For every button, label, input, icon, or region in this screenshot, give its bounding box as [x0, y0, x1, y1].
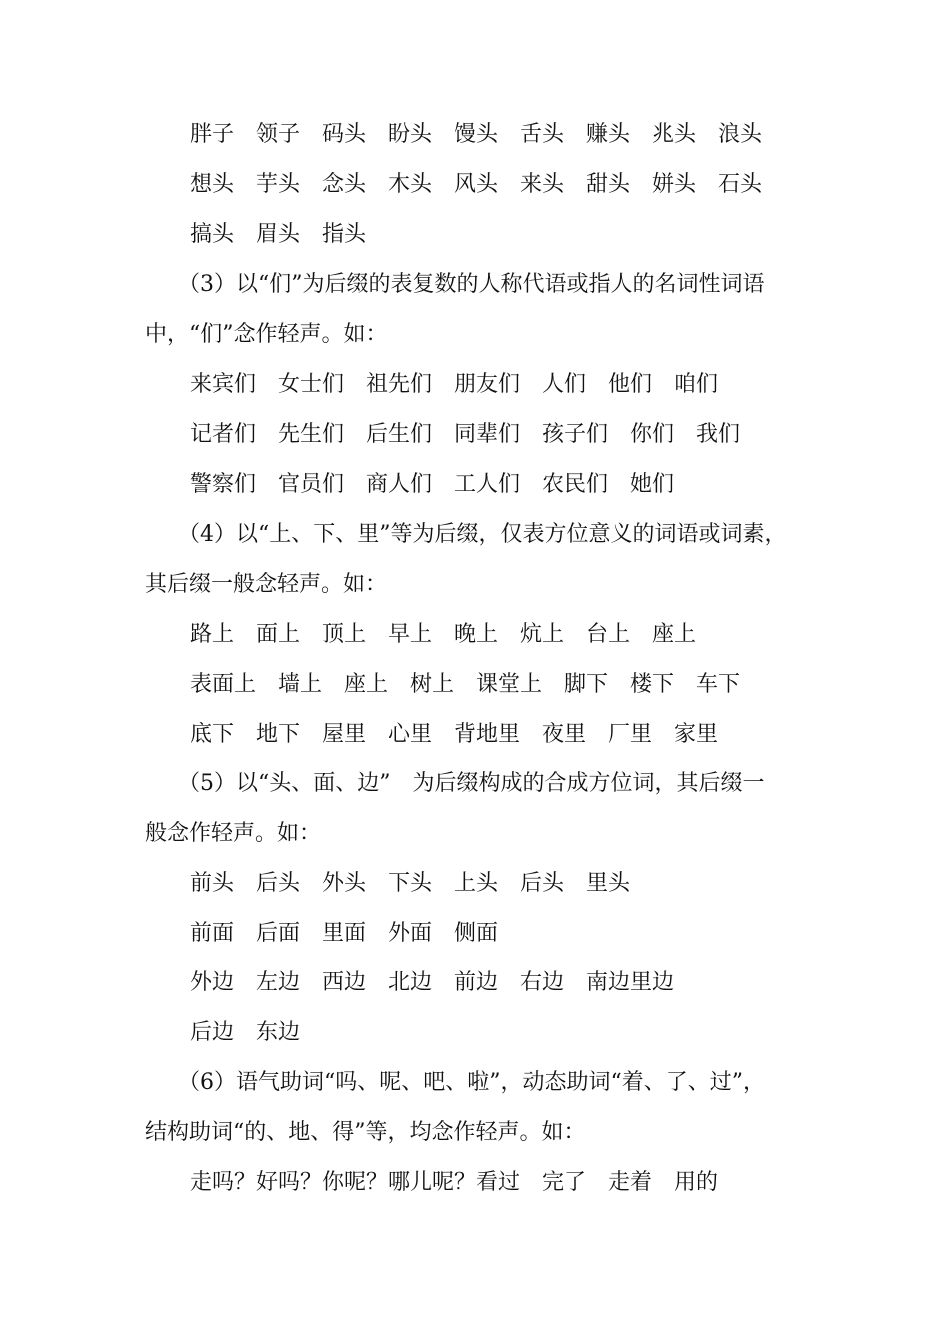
rule-3-line-2: 中，“们”念作轻声。如： [145, 322, 388, 347]
word-list-line-11: 前面 后面 里面 外面 侧面 [190, 921, 499, 946]
rule-4-line-1: （4）以“上、下、里”等为后缀，仅表方位意义的词语或词素， [178, 522, 787, 547]
rule-4-line-2: 其后缀一般念轻声。如： [145, 572, 388, 597]
word-list-line-14: 走吗？好吗？你呢？哪儿呢？看过 完了 走着 用的 [190, 1170, 719, 1195]
word-list-line-7: 路上 面上 顶上 早上 晚上 炕上 台上 座上 [190, 622, 697, 647]
word-list-line-13: 后边 东边 [190, 1020, 301, 1045]
word-list-line-9: 底下 地下 屋里 心里 背地里 夜里 厂里 家里 [190, 722, 719, 747]
rule-5-line-2: 般念作轻声。如： [145, 821, 322, 846]
word-list-line-1: 胖子 领子 码头 盼头 馒头 舌头 赚头 兆头 浪头 [190, 122, 763, 147]
word-list-line-5: 记者们 先生们 后生们 同辈们 孩子们 你们 我们 [190, 422, 741, 447]
word-list-line-6: 警察们 官员们 商人们 工人们 农民们 她们 [190, 472, 675, 497]
word-list-line-10: 前头 后头 外头 下头 上头 后头 里头 [190, 871, 631, 896]
word-list-line-2: 想头 芋头 念头 木头 风头 来头 甜头 姘头 石头 [190, 172, 763, 197]
word-list-line-12: 外边 左边 西边 北边 前边 右边 南边里边 [190, 970, 675, 995]
rule-5-line-1: （5）以“头、面、边” 为后缀构成的合成方位词，其后缀一 [178, 771, 765, 796]
word-list-line-4: 来宾们 女士们 祖先们 朋友们 人们 他们 咱们 [190, 372, 719, 397]
rule-3-line-1: （3）以“们”为后缀的表复数的人称代语或指人的名词性词语 [178, 272, 765, 297]
rule-6-line-1: （6）语气助词“吗、呢、吧、啦”，动态助词“着、了、过”， [178, 1070, 765, 1095]
word-list-line-8: 表面上 墙上 座上 树上 课堂上 脚下 楼下 车下 [190, 672, 741, 697]
word-list-line-3: 搞头 眉头 指头 [190, 222, 367, 247]
rule-6-line-2: 结构助词“的、地、得”等，均念作轻声。如： [145, 1120, 586, 1145]
